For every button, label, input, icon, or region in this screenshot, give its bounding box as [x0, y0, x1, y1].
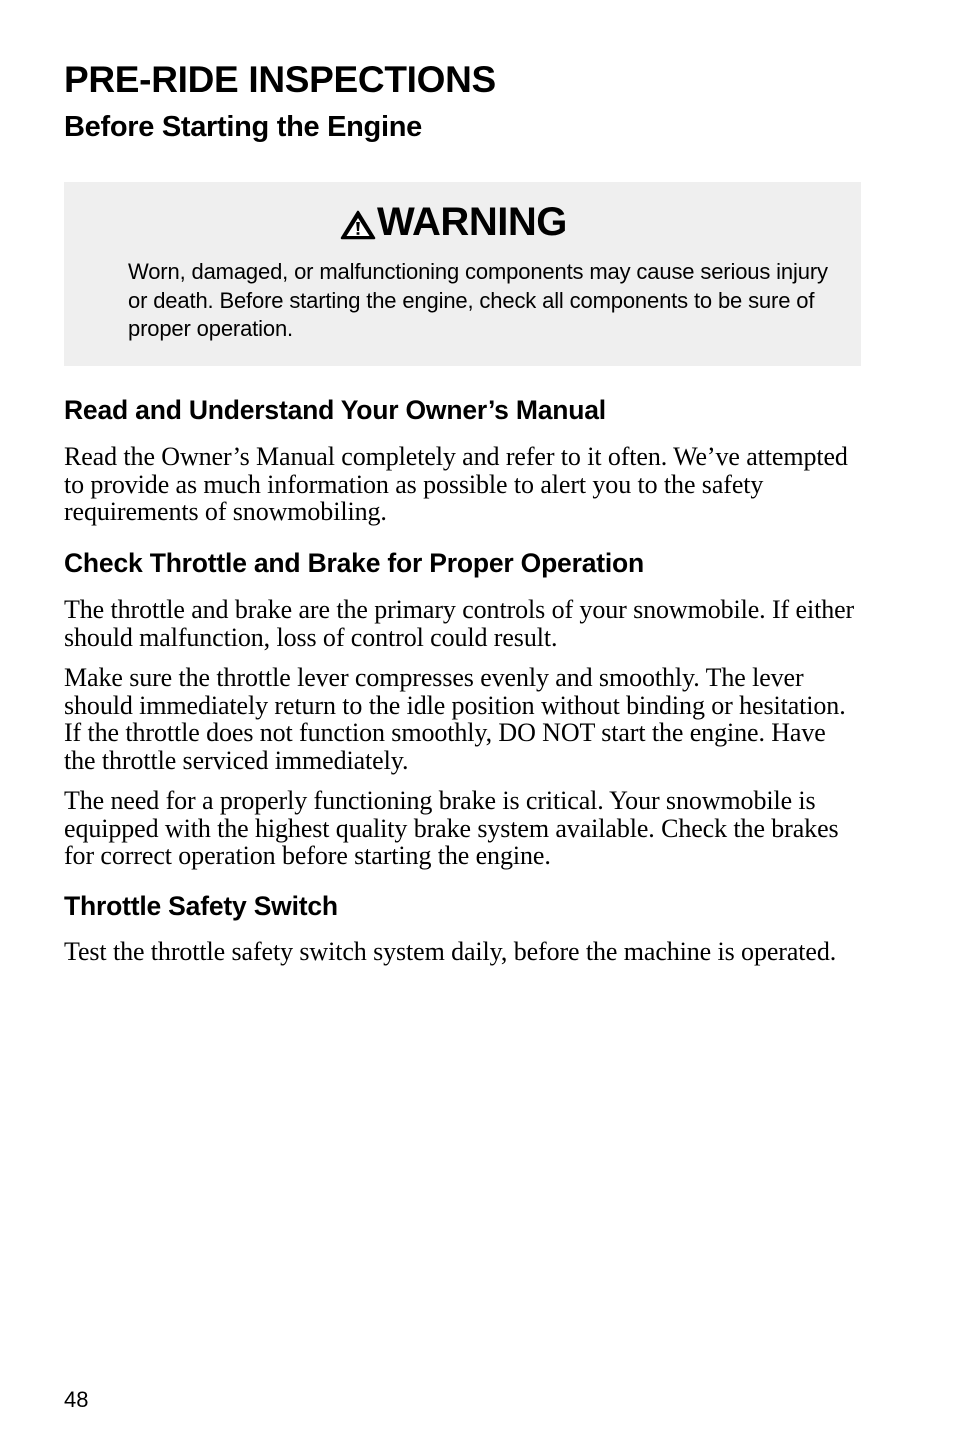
warning-triangle-icon — [340, 210, 376, 240]
page-title: PRE-RIDE INSPECTIONS — [64, 59, 496, 100]
paragraph-throttle-brake-controls: The throttle and brake are the primary controls of your snowmobile. If either should malfunction, loss of control could result. — [64, 595, 855, 652]
warning-heading — [340, 198, 567, 246]
page-subtitle: Before Starting the Engine — [64, 111, 422, 143]
section-heading-throttle-safety-switch: Throttle Safety Switch — [64, 891, 338, 921]
warning-text: Worn, damaged, or malfunctioning components may cause serious injury or death. Before starting the engine, check all components to be sure of proper operation. — [128, 259, 828, 341]
paragraph-throttle-safety-switch: Test the throttle safety switch system daily, before the machine is operated. — [64, 937, 837, 966]
section-heading-throttle-brake: Check Throttle and Brake for Proper Operation — [64, 548, 645, 578]
section-heading-owners-manual: Read and Understand Your Owner’s Manual — [64, 395, 606, 425]
paragraph-owners-manual: Read the Owner’s Manual completely and refer to it often. We’ve attempted to provide as much information as possible to alert you to the safety requirements of snowmobiling. — [64, 442, 848, 526]
paragraph-brake-system: The need for a properly functioning brake is critical. Your snowmobile is equipped with the highest quality brake system available. Check the brakes for correct operation before starting the engine. — [64, 786, 839, 870]
page-number: 48 — [64, 1387, 89, 1412]
warning-label: WARNING — [377, 200, 567, 244]
paragraph-throttle-lever: Make sure the throttle lever compresses evenly and smoothly. The lever should immediately return to the idle position without binding or hesitation. If the throttle does not function smoothly, DO NOT start the engine. Have the throttle serviced immediately. — [64, 663, 846, 775]
